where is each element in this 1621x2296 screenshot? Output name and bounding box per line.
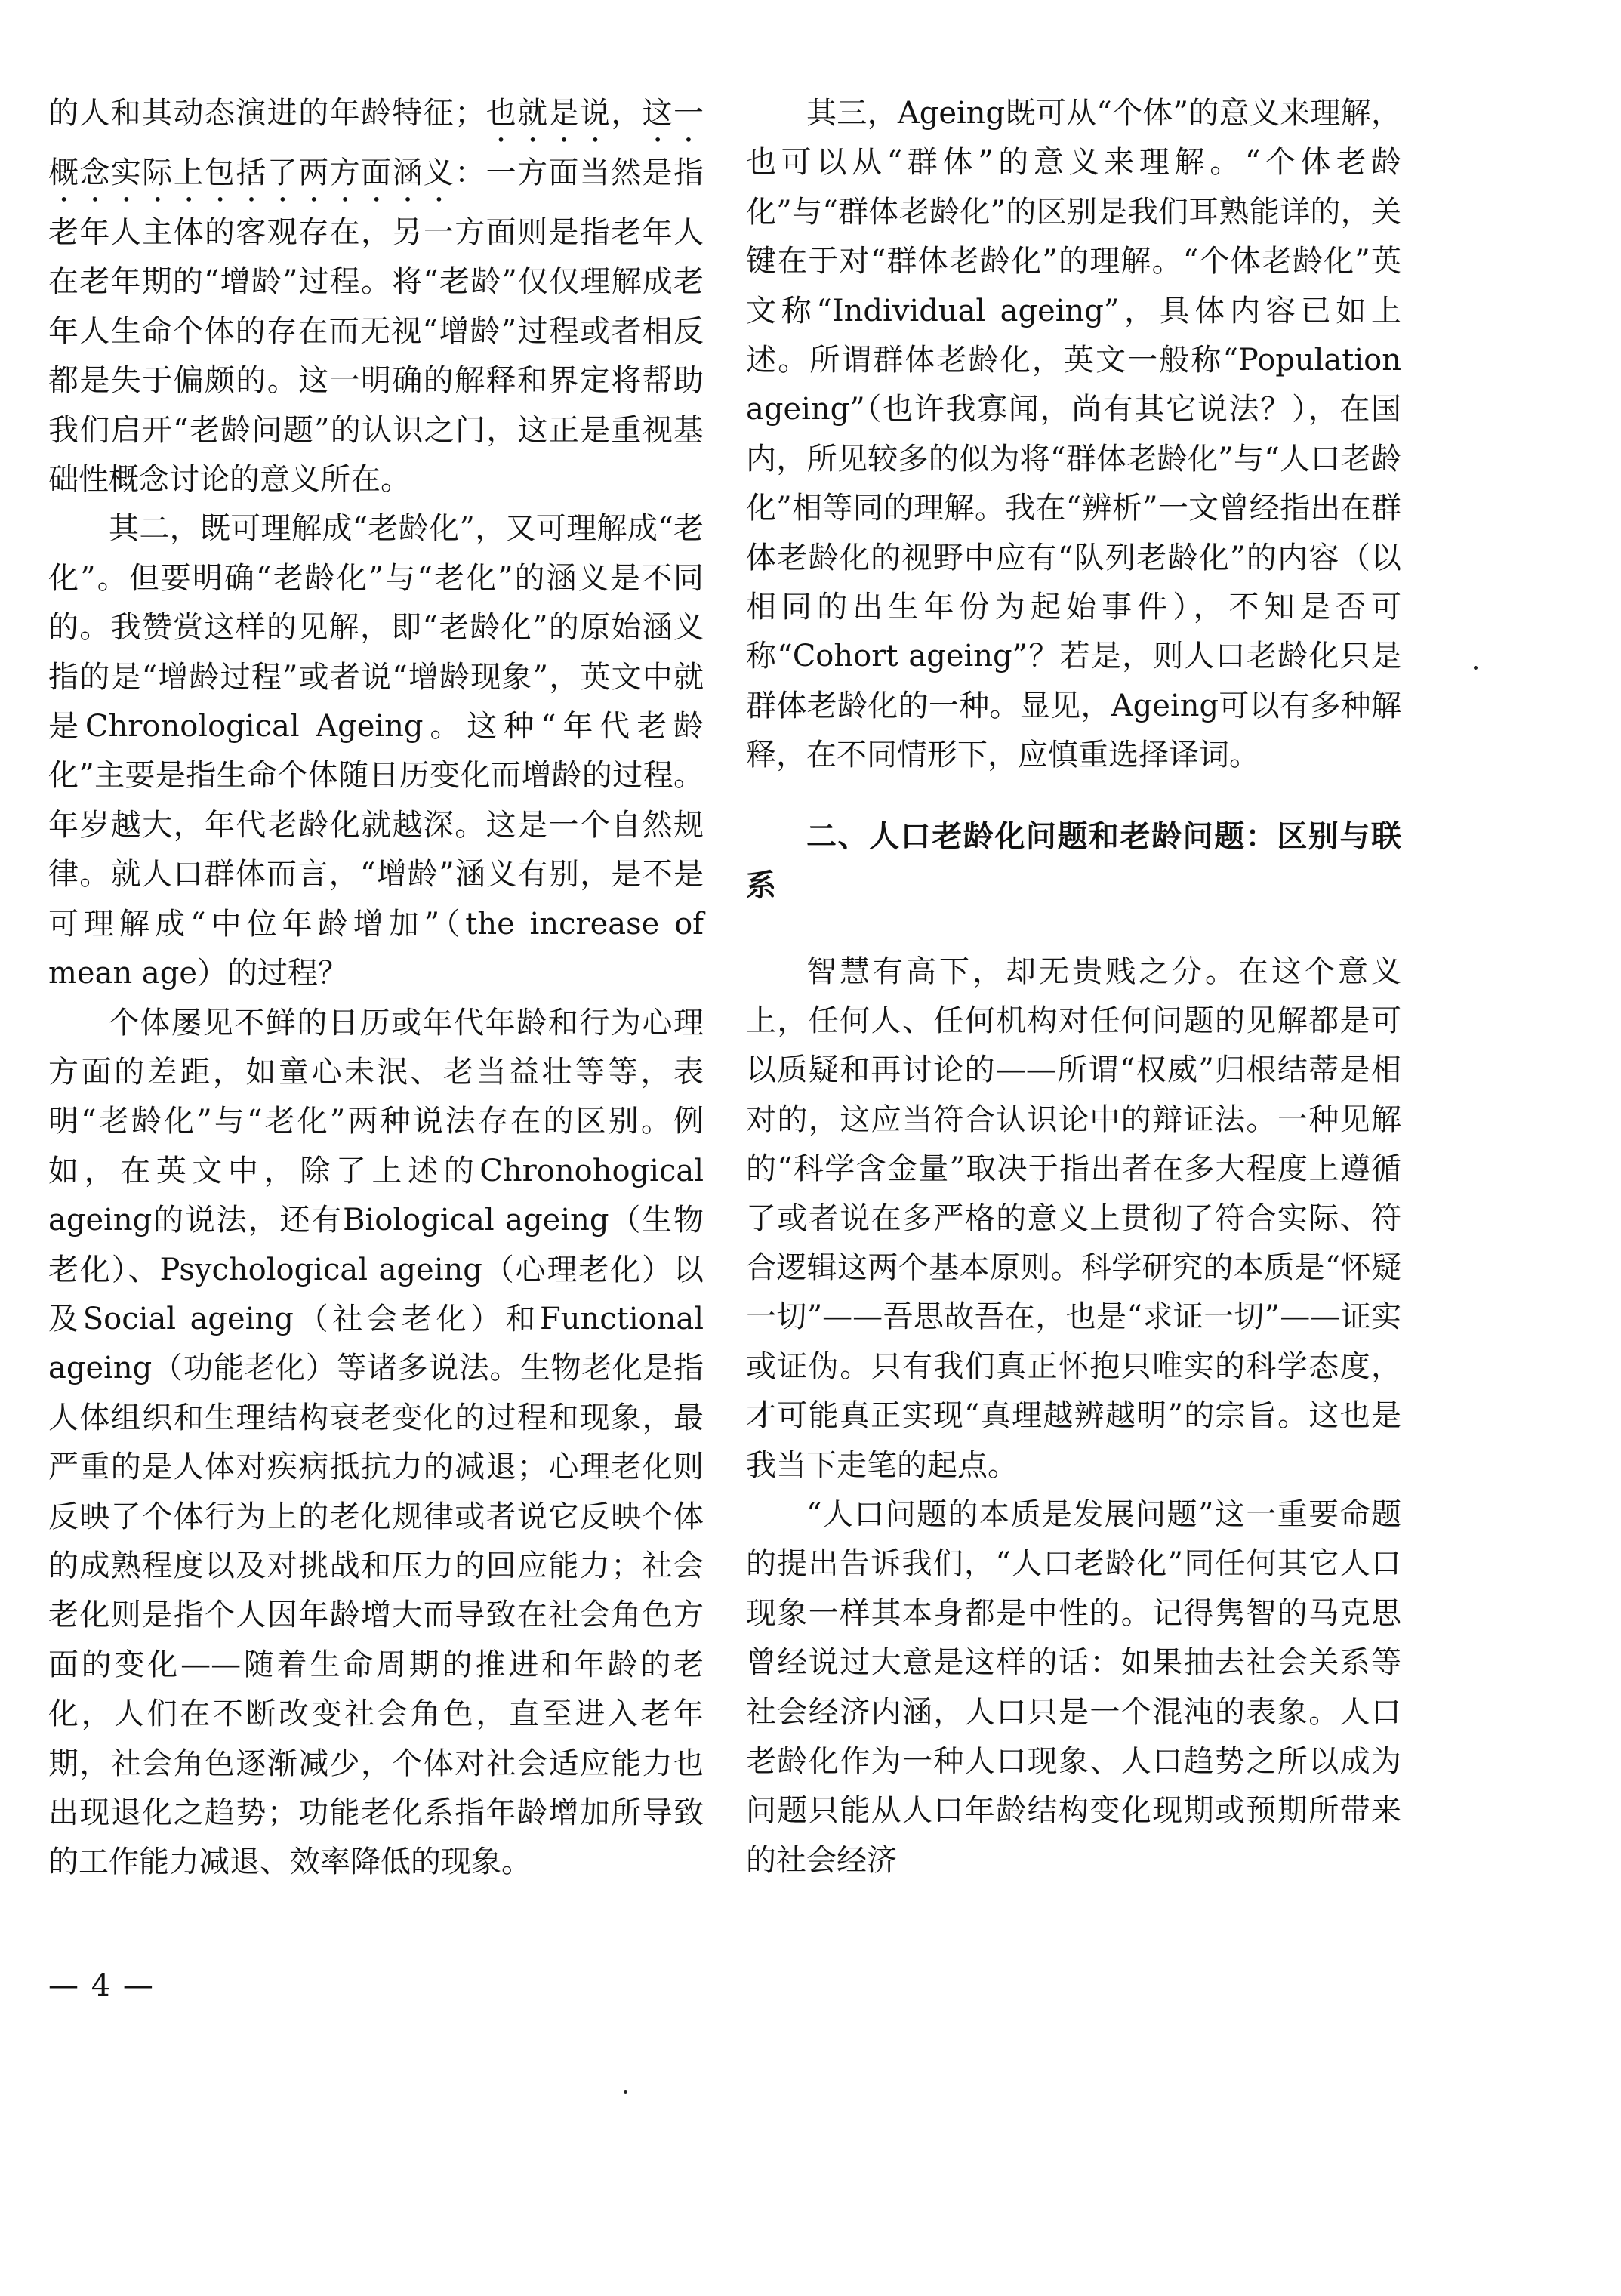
- page-number: — 4 —: [48, 1968, 155, 2003]
- scan-speck: [624, 2090, 627, 2094]
- left-column: [48, 89, 704, 1888]
- left-paragraph-1: [48, 89, 704, 504]
- right-column: [746, 89, 1401, 1885]
- left-p1-start: 的人和其动态演进的年龄特征；: [48, 96, 485, 131]
- right-paragraph-3: “人口问题的本质是发展问题”这一重要命题的提出告诉我们，“人口老龄化”同任何其它人口现象一样其本身都是中性的。记得隽智的马克思曾经说过大意是这样的话：如果抽去社会关系等社会经济内涵，人口只是一个混沌的表象。人口老龄化作为一种人口现象、人口趋势之所以成为问题只能从人口年龄结构变化现期或预期所带来的社会经济: [746, 1496, 1401, 1878]
- left-p1-emphasis: 也就是说，这一概念实际上包括了两方面涵义: [48, 96, 704, 190]
- section-heading: 二、人口老龄化问题和老龄问题：区别与联系: [746, 818, 1401, 904]
- left-paragraph-3: 个体屡见不鲜的日历或年代年龄和行为心理方面的差距，如童心未泯、老当益壮等等，表明“老龄化”与“老化”两种说法存在的区别。例如，在英文中，除了上述的Chronohogical ageing的说法，还有Biological ageing（生物老化）、Psychological ageing（心理老化）以及Social ageing（社会老化）和Functional ageing（功能老化）等诸多说法。生物老化是指人体组织和生理结构衰老变化的过程和现象，最严重的是人体对疾病抵抗力的减退；心理老化则反映了个体行为上的老化规律或者说它反映个体的成熟程度以及对挑战和压力的回应能力；社会老化则是指个人因年龄增大而导致在社会角色方面的变化——随着生命周期的推进和年龄的老化，人们在不断改变社会角色，直至进入老年期，社会角色逐渐减少，个体对社会适应能力也出现退化之趋势；功能老化系指年龄增加所导致的工作能力减退、效率降低的现象。: [48, 1005, 704, 1880]
- scan-speck: [1474, 666, 1478, 670]
- left-p1-rest: ：一方面当然是指老年人主体的客观存在，另一方面则是指老年人在老年期的“增龄”过程。将“老龄”仅仅理解成老年人生命个体的存在而无视“增龄”过程或者相反都是失于偏颇的。这一明确的解释和界定将帮助我们启开“老龄问题”的认识之门，这正是重视基础性概念讨论的意义所在。: [48, 156, 704, 498]
- left-paragraph-2: 其二，既可理解成“老龄化”，又可理解成“老化”。但要明确“老龄化”与“老化”的涵义是不同的。我赞赏这样的见解，即“老龄化”的原始涵义指的是“增龄过程”或者说“增龄现象”，英文中就是Chronological Ageing。这种“年代老龄化”主要是指生命个体随日历变化而增龄的过程。年岁越大，年代老龄化就越深。这是一个自然规律。就人口群体而言，“增龄”涵义有别，是不是可理解成“中位年龄增加”（the increase of mean age）的过程？: [48, 511, 704, 991]
- right-paragraph-2: 智慧有高下，却无贵贱之分。在这个意义上，任何人、任何机构对任何问题的见解都是可以质疑和再讨论的——所谓“权威”归根结蒂是相对的，这应当符合认识论中的辩证法。一种见解的“科学含金量”取决于指出者在多大程度上遵循了或者说在多严格的意义上贯彻了符合实际、符合逻辑这两个基本原则。科学研究的本质是“怀疑一切”——吾思故吾在，也是“求证一切”——证实或证伪。只有我们真正怀抱只唯实的科学态度，才可能真正实现“真理越辨越明”的宗旨。这也是我当下走笔的起点。: [746, 954, 1401, 1483]
- right-paragraph-1: 其三，Ageing既可从“个体”的意义来理解，也可以从“群体”的意义来理解。“个体老龄化”与“群体老龄化”的区别是我们耳熟能详的，关键在于对“群体老龄化”的理解。“个体老龄化”英文称“Individual ageing”，具体内容已如上述。所谓群体老龄化，英文一般称“Population ageing”（也许我寡闻，尚有其它说法？），在国内，所见较多的似为将“群体老龄化”与“人口老龄化”相等同的理解。我在“辨析”一文曾经指出在群体老龄化的视野中应有“队列老龄化”的内容（以相同的出生年份为起始事件），不知是否可称“Cohort ageing”？若是，则人口老龄化只是群体老龄化的一种。显见，Ageing可以有多种解释，在不同情形下，应慎重选择译词。: [746, 96, 1401, 773]
